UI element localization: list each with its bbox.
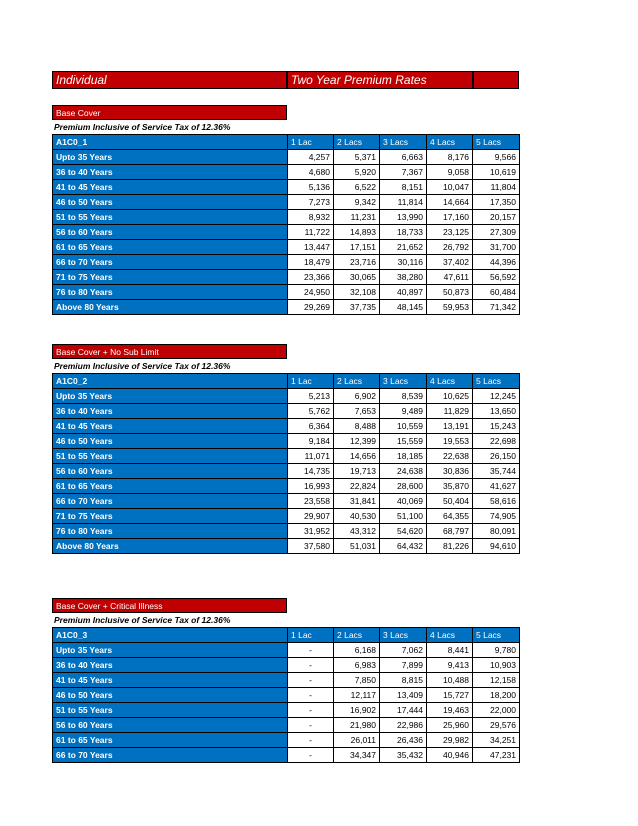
premium-value: 7,367: [380, 165, 427, 180]
premium-value: 59,953: [427, 300, 473, 315]
plan-code: A1C0_2: [53, 374, 288, 389]
premium-value: 7,850: [334, 673, 380, 688]
premium-value: -: [288, 748, 334, 763]
premium-value: 54,620: [380, 524, 427, 539]
age-band-label: 46 to 50 Years: [53, 688, 288, 703]
premium-value: 20,157: [473, 210, 520, 225]
premium-value: 35,432: [380, 748, 427, 763]
age-band-label: 36 to 40 Years: [53, 658, 288, 673]
table-header-row: [53, 374, 520, 389]
column-header: 5 Lacs: [473, 374, 520, 389]
premium-value: 18,733: [380, 225, 427, 240]
age-band-label: 66 to 70 Years: [53, 748, 288, 763]
table-row: [53, 419, 520, 434]
premium-value: 26,436: [380, 733, 427, 748]
table-header-row: [53, 628, 520, 643]
premium-value: 35,744: [473, 464, 520, 479]
table-row: [53, 210, 520, 225]
premium-value: 21,652: [380, 240, 427, 255]
premium-value: 10,903: [473, 658, 520, 673]
premium-value: 30,065: [334, 270, 380, 285]
premium-value: 17,444: [380, 703, 427, 718]
premium-value: 40,897: [380, 285, 427, 300]
premium-value: 6,522: [334, 180, 380, 195]
age-band-label: 46 to 50 Years: [53, 195, 288, 210]
premium-value: 22,698: [473, 434, 520, 449]
age-band-label: 66 to 70 Years: [53, 494, 288, 509]
age-band-label: 76 to 80 Years: [53, 524, 288, 539]
premium-value: 18,185: [380, 449, 427, 464]
table-row: [53, 673, 520, 688]
premium-value: 47,231: [473, 748, 520, 763]
premium-value: 7,062: [380, 643, 427, 658]
premium-value: 8,488: [334, 419, 380, 434]
premium-value: 94,610: [473, 539, 520, 554]
premium-value: 22,986: [380, 718, 427, 733]
premium-value: 9,184: [288, 434, 334, 449]
premium-value: 37,402: [427, 255, 473, 270]
premium-value: 81,226: [427, 539, 473, 554]
age-band-label: Upto 35 Years: [53, 150, 288, 165]
premium-value: 30,116: [380, 255, 427, 270]
table-row: [53, 389, 520, 404]
table-row: [53, 464, 520, 479]
table-row: [53, 688, 520, 703]
premium-value: 29,907: [288, 509, 334, 524]
premium-value: 23,716: [334, 255, 380, 270]
plan-code: A1C0_3: [53, 628, 288, 643]
age-band-label: 46 to 50 Years: [53, 434, 288, 449]
premium-value: 10,619: [473, 165, 520, 180]
premium-value: 60,484: [473, 285, 520, 300]
age-band-label: 51 to 55 Years: [53, 449, 288, 464]
table-row: [53, 270, 520, 285]
age-band-label: 71 to 75 Years: [53, 270, 288, 285]
section-base-cover-no-sub-limit: [52, 344, 519, 554]
age-band-label: Above 80 Years: [53, 300, 288, 315]
age-band-label: 66 to 70 Years: [53, 255, 288, 270]
premium-value: 7,899: [380, 658, 427, 673]
premium-value: 27,309: [473, 225, 520, 240]
premium-value: 29,576: [473, 718, 520, 733]
premium-value: 22,000: [473, 703, 520, 718]
premium-value: 51,100: [380, 509, 427, 524]
premium-value: 64,432: [380, 539, 427, 554]
premium-value: 9,566: [473, 150, 520, 165]
premium-value: 80,091: [473, 524, 520, 539]
premium-value: -: [288, 643, 334, 658]
premium-value: 37,580: [288, 539, 334, 554]
premium-value: 4,257: [288, 150, 334, 165]
premium-value: 8,176: [427, 150, 473, 165]
section-subtitle: Premium Inclusive of Service Tax of 12.36%: [54, 122, 231, 132]
table-row: [53, 404, 520, 419]
premium-value: 14,893: [334, 225, 380, 240]
premium-value: 34,251: [473, 733, 520, 748]
premium-value: 71,342: [473, 300, 520, 315]
column-header: 4 Lacs: [427, 374, 473, 389]
premium-value: 32,108: [334, 285, 380, 300]
age-band-label: 41 to 45 Years: [53, 673, 288, 688]
table-row: [53, 255, 520, 270]
premium-value: 25,960: [427, 718, 473, 733]
premium-value: 11,231: [334, 210, 380, 225]
column-header: 1 Lac: [288, 374, 334, 389]
premium-value: 24,950: [288, 285, 334, 300]
column-header: 5 Lacs: [473, 135, 520, 150]
table-row: [53, 494, 520, 509]
section-subtitle: Premium Inclusive of Service Tax of 12.36%: [54, 615, 231, 625]
premium-value: 12,117: [334, 688, 380, 703]
table-row: [53, 509, 520, 524]
premium-value: 12,399: [334, 434, 380, 449]
table-row: [53, 150, 520, 165]
table-row: [53, 524, 520, 539]
premium-value: 6,983: [334, 658, 380, 673]
premium-value: 9,489: [380, 404, 427, 419]
premium-value: 26,150: [473, 449, 520, 464]
table-row: [53, 703, 520, 718]
premium-value: 13,409: [380, 688, 427, 703]
column-header: 2 Lacs: [334, 628, 380, 643]
premium-value: 11,804: [473, 180, 520, 195]
premium-value: 6,168: [334, 643, 380, 658]
premium-value: 30,836: [427, 464, 473, 479]
premium-value: 35,870: [427, 479, 473, 494]
table-row: [53, 449, 520, 464]
age-band-label: 51 to 55 Years: [53, 210, 288, 225]
premium-value: 21,980: [334, 718, 380, 733]
table-row: [53, 539, 520, 554]
premium-value: 13,650: [473, 404, 520, 419]
column-header: 3 Lacs: [380, 135, 427, 150]
premium-value: 22,824: [334, 479, 380, 494]
premium-value: 41,627: [473, 479, 520, 494]
premium-value: 28,600: [380, 479, 427, 494]
column-header: 2 Lacs: [334, 374, 380, 389]
premium-value: 13,447: [288, 240, 334, 255]
table-row: [53, 718, 520, 733]
premium-value: 9,342: [334, 195, 380, 210]
age-band-label: 56 to 60 Years: [53, 718, 288, 733]
column-header: 5 Lacs: [473, 628, 520, 643]
premium-value: 18,200: [473, 688, 520, 703]
premium-value: 50,404: [427, 494, 473, 509]
table-row: [53, 165, 520, 180]
premium-value: 24,638: [380, 464, 427, 479]
column-header: 1 Lac: [288, 628, 334, 643]
section-title: Base Cover + Critical Illness: [52, 598, 287, 613]
premium-value: 23,125: [427, 225, 473, 240]
premium-value: 34,347: [334, 748, 380, 763]
rates-table: [52, 134, 520, 315]
table-row: [53, 285, 520, 300]
premium-value: 68,797: [427, 524, 473, 539]
premium-value: 29,269: [288, 300, 334, 315]
table-row: [53, 300, 520, 315]
column-header: 4 Lacs: [427, 628, 473, 643]
premium-value: 8,151: [380, 180, 427, 195]
premium-value: 64,355: [427, 509, 473, 524]
age-band-label: 61 to 65 Years: [53, 733, 288, 748]
column-header: 2 Lacs: [334, 135, 380, 150]
premium-value: 19,463: [427, 703, 473, 718]
table-row: [53, 658, 520, 673]
premium-value: 12,158: [473, 673, 520, 688]
premium-value: 18,479: [288, 255, 334, 270]
premium-value: 74,905: [473, 509, 520, 524]
premium-value: 6,364: [288, 419, 334, 434]
plan-code: A1C0_1: [53, 135, 288, 150]
premium-value: 37,735: [334, 300, 380, 315]
age-band-label: Upto 35 Years: [53, 389, 288, 404]
table-row: [53, 195, 520, 210]
premium-value: 29,982: [427, 733, 473, 748]
premium-value: 23,366: [288, 270, 334, 285]
premium-value: 31,700: [473, 240, 520, 255]
column-header: 3 Lacs: [380, 374, 427, 389]
premium-value: 17,160: [427, 210, 473, 225]
premium-value: 9,413: [427, 658, 473, 673]
premium-value: 5,213: [288, 389, 334, 404]
premium-value: 10,488: [427, 673, 473, 688]
page-header: [52, 71, 519, 89]
table-row: [53, 643, 520, 658]
premium-value: 13,990: [380, 210, 427, 225]
header-blank-cell: [473, 71, 519, 89]
premium-value: 4,680: [288, 165, 334, 180]
premium-value: 14,664: [427, 195, 473, 210]
section-title: Base Cover: [52, 105, 287, 120]
premium-value: 9,780: [473, 643, 520, 658]
premium-value: -: [288, 703, 334, 718]
premium-value: 44,396: [473, 255, 520, 270]
premium-value: 48,145: [380, 300, 427, 315]
premium-value: 12,245: [473, 389, 520, 404]
table-row: [53, 748, 520, 763]
section-base-cover: [52, 105, 519, 315]
age-band-label: Above 80 Years: [53, 539, 288, 554]
age-band-label: 56 to 60 Years: [53, 464, 288, 479]
premium-value: 14,735: [288, 464, 334, 479]
table-row: [53, 733, 520, 748]
premium-value: 38,280: [380, 270, 427, 285]
premium-value: 7,653: [334, 404, 380, 419]
column-header: 1 Lac: [288, 135, 334, 150]
premium-value: 5,136: [288, 180, 334, 195]
table-row: [53, 240, 520, 255]
premium-value: 14,656: [334, 449, 380, 464]
premium-value: 15,559: [380, 434, 427, 449]
premium-value: 40,530: [334, 509, 380, 524]
premium-value: 40,946: [427, 748, 473, 763]
section-title: Base Cover + No Sub Limit: [52, 344, 287, 359]
premium-value: 58,616: [473, 494, 520, 509]
premium-value: -: [288, 658, 334, 673]
rates-table: [52, 373, 520, 554]
age-band-label: 61 to 65 Years: [53, 479, 288, 494]
premium-value: 47,611: [427, 270, 473, 285]
age-band-label: Upto 35 Years: [53, 643, 288, 658]
premium-value: -: [288, 688, 334, 703]
age-band-label: 41 to 45 Years: [53, 419, 288, 434]
premium-value: 31,952: [288, 524, 334, 539]
age-band-label: 61 to 65 Years: [53, 240, 288, 255]
premium-value: 11,814: [380, 195, 427, 210]
premium-value: 50,873: [427, 285, 473, 300]
premium-value: 15,727: [427, 688, 473, 703]
premium-value: 7,273: [288, 195, 334, 210]
premium-value: 6,663: [380, 150, 427, 165]
premium-value: 13,191: [427, 419, 473, 434]
header-two-year-rates: Two Year Premium Rates: [287, 71, 473, 89]
premium-value: 23,558: [288, 494, 334, 509]
premium-value: 10,625: [427, 389, 473, 404]
table-row: [53, 434, 520, 449]
premium-value: 19,553: [427, 434, 473, 449]
age-band-label: 36 to 40 Years: [53, 165, 288, 180]
premium-value: 17,350: [473, 195, 520, 210]
premium-value: 31,841: [334, 494, 380, 509]
premium-value: 26,011: [334, 733, 380, 748]
premium-value: 5,371: [334, 150, 380, 165]
premium-value: 43,312: [334, 524, 380, 539]
premium-value: 10,559: [380, 419, 427, 434]
premium-value: 40,069: [380, 494, 427, 509]
premium-value: 11,071: [288, 449, 334, 464]
age-band-label: 51 to 55 Years: [53, 703, 288, 718]
age-band-label: 71 to 75 Years: [53, 509, 288, 524]
premium-value: 11,829: [427, 404, 473, 419]
premium-value: 8,815: [380, 673, 427, 688]
column-header: 4 Lacs: [427, 135, 473, 150]
premium-value: -: [288, 673, 334, 688]
premium-value: -: [288, 718, 334, 733]
premium-value: 19,713: [334, 464, 380, 479]
premium-value: 8,932: [288, 210, 334, 225]
premium-value: 8,441: [427, 643, 473, 658]
age-band-label: 76 to 80 Years: [53, 285, 288, 300]
premium-value: -: [288, 733, 334, 748]
premium-value: 56,592: [473, 270, 520, 285]
premium-value: 10,047: [427, 180, 473, 195]
age-band-label: 41 to 45 Years: [53, 180, 288, 195]
premium-value: 15,243: [473, 419, 520, 434]
table-row: [53, 225, 520, 240]
premium-value: 22,638: [427, 449, 473, 464]
column-header: 3 Lacs: [380, 628, 427, 643]
table-row: [53, 479, 520, 494]
premium-value: 16,902: [334, 703, 380, 718]
premium-value: 17,151: [334, 240, 380, 255]
section-subtitle: Premium Inclusive of Service Tax of 12.36%: [54, 361, 231, 371]
premium-value: 5,762: [288, 404, 334, 419]
premium-value: 16,993: [288, 479, 334, 494]
table-header-row: [53, 135, 520, 150]
premium-value: 26,792: [427, 240, 473, 255]
rates-table: [52, 627, 520, 763]
age-band-label: 56 to 60 Years: [53, 225, 288, 240]
premium-value: 51,031: [334, 539, 380, 554]
premium-value: 9,058: [427, 165, 473, 180]
premium-value: 5,920: [334, 165, 380, 180]
header-individual: Individual: [52, 71, 287, 89]
table-row: [53, 180, 520, 195]
section-base-cover-critical-illness: [52, 598, 519, 763]
premium-value: 8,539: [380, 389, 427, 404]
premium-value: 11,722: [288, 225, 334, 240]
age-band-label: 36 to 40 Years: [53, 404, 288, 419]
premium-value: 6,902: [334, 389, 380, 404]
